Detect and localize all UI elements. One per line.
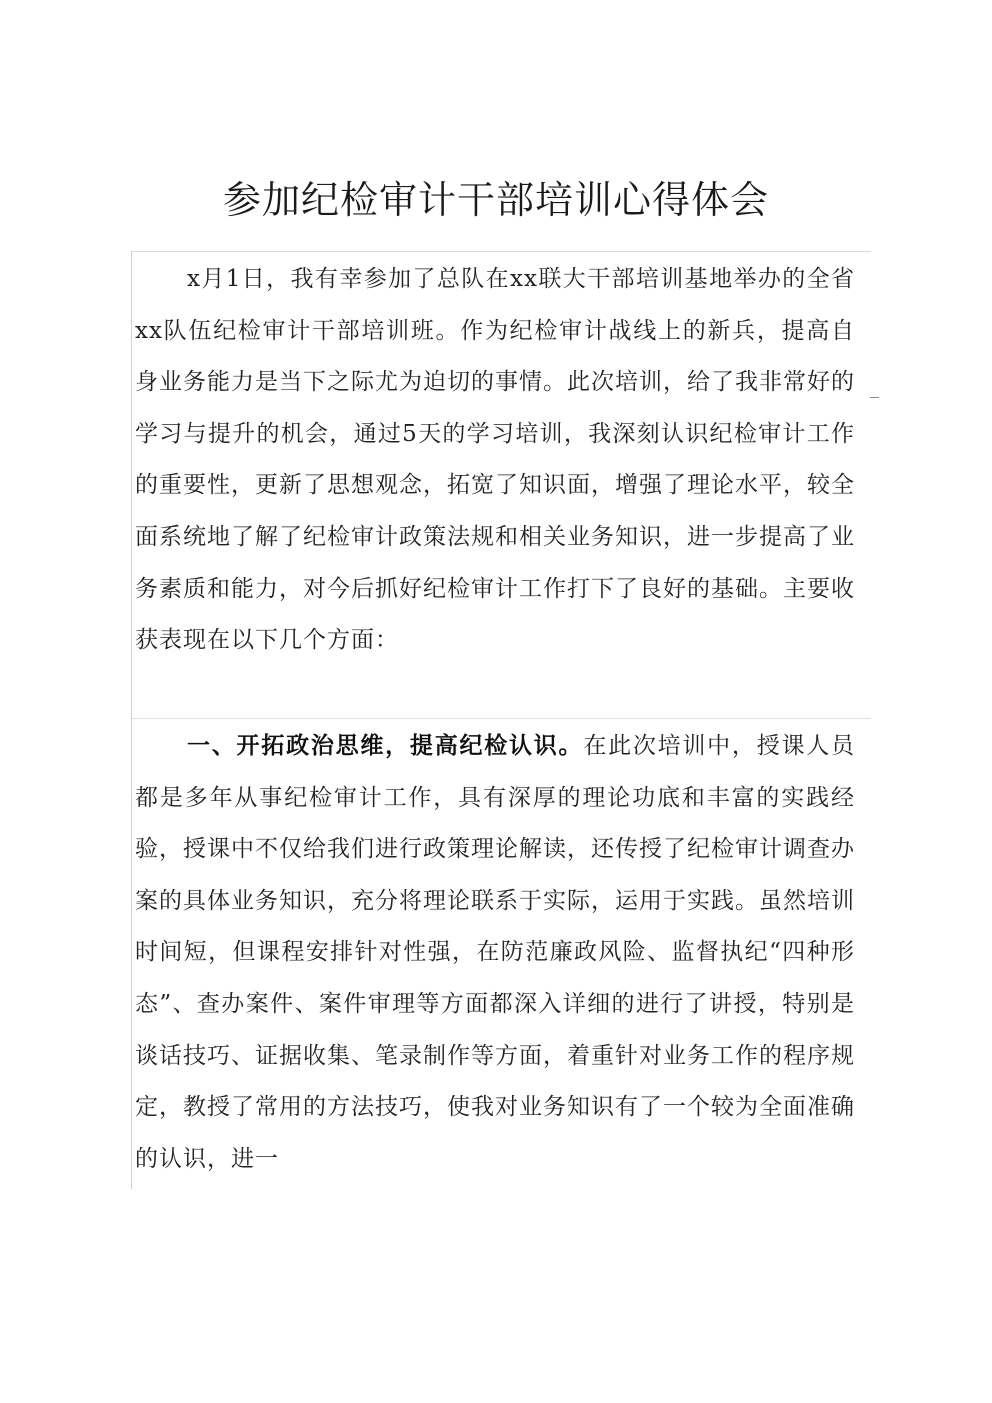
section-divider-top bbox=[131, 251, 871, 252]
section-one-text: 在此次培训中，授课人员都是多年从事纪检审计工作，具有深厚的理论功底和丰富的实践经验，授课中不仅给我们进行政策理论解读，还传授了纪检审计调查办案的具体业务知识，充分将理论联系于实际，运用于实践。虽然培训时间短，但课程安排针对性强，在防范廉政风险、监督执纪“四种形态”、查办案件、案件审理等方面都深入详细的进行了讲授，特别是谈话技巧、证据收集、笔录制作等方面，着重针对业务工作的程序规定，教授了常用的方法技巧，使我对业务知识有了一个较为全面准确的认识，进一 bbox=[135, 733, 856, 1172]
section-one-heading: 一、开拓政治思维，提高纪检认识。 bbox=[187, 733, 584, 759]
paragraph-intro bbox=[135, 254, 855, 667]
section-divider-middle bbox=[131, 718, 871, 719]
paragraph-section-one bbox=[135, 721, 855, 1185]
paragraph-intro-text: x月1日，我有幸参加了总队在xx联大干部培训基地举办的全省xx队伍纪检审计干部培训班。作为纪检审计战线上的新兵，提高自身业务能力是当下之际尤为迫切的事情。此次培训，给了我非常好的学习与提升的机会，通过5天的学习培训，我深刻认识纪检审计工作的重要性，更新了思想观念，拓宽了知识面，增强了理论水平，较全面系统地了解了纪检审计政策法规和相关业务知识，进一步提高了业务素质和能力，对今后抓好纪检审计工作打下了良好的基础。主要收获表现在以下几个方面： bbox=[135, 266, 855, 654]
document-title: 参加纪检审计干部培训心得体会 bbox=[222, 178, 769, 222]
left-margin-line bbox=[131, 251, 132, 1189]
margin-mark bbox=[870, 397, 879, 398]
